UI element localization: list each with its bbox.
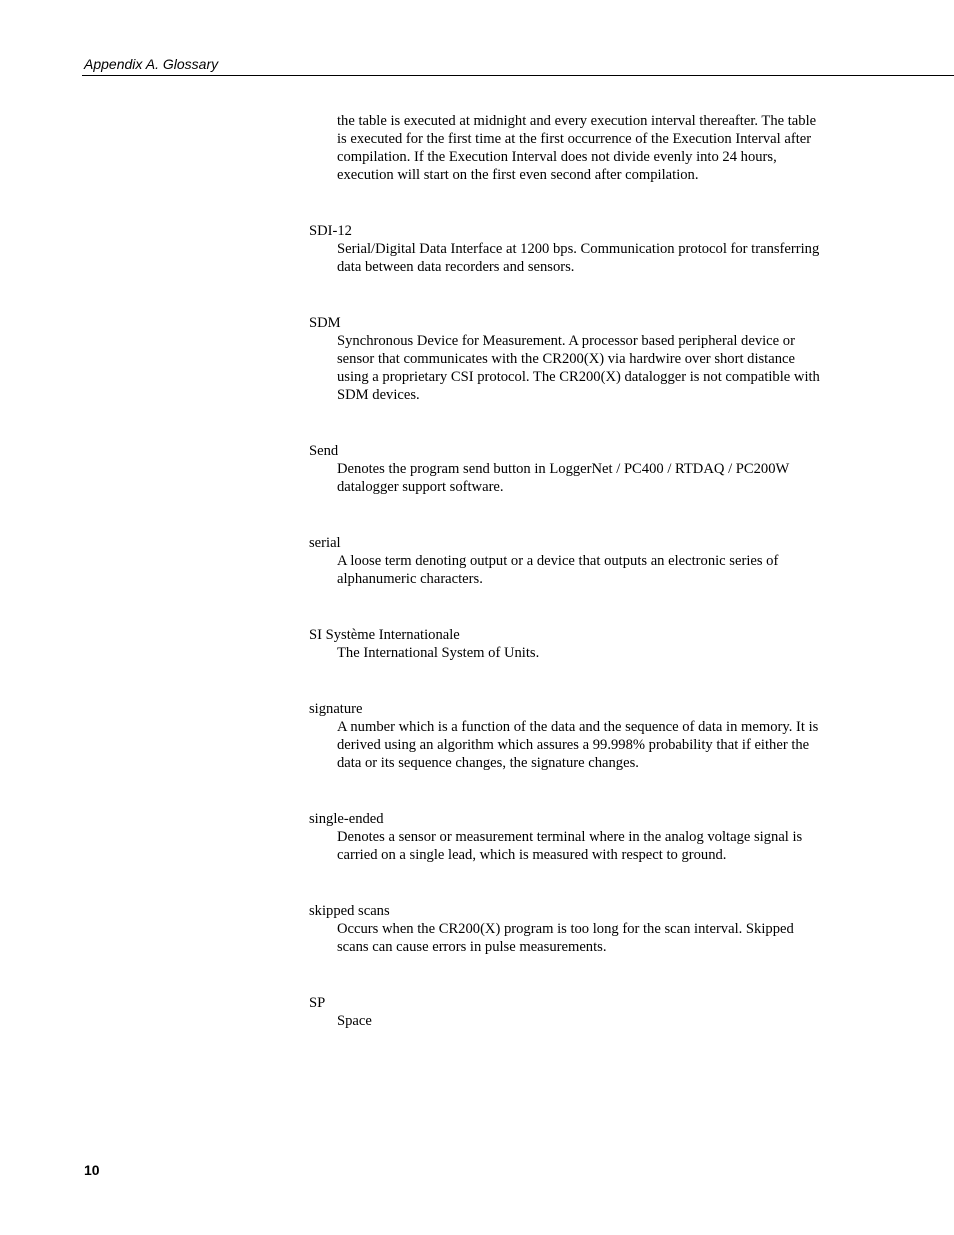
glossary-entry-sdi-12	[309, 222, 829, 276]
glossary-definition: A number which is a function of the data and the sequence of data in memory. It is derived using an algorithm which assures a 99.998% probability that if either the data or its sequence changes, the signature changes.	[337, 719, 819, 771]
glossary-definition: The International System of Units.	[337, 645, 540, 661]
glossary-entry-serial	[309, 534, 829, 588]
glossary-term: SP	[309, 995, 326, 1011]
glossary-term: SI Système Internationale	[309, 627, 460, 643]
continued-definition: the table is executed at midnight and every execution interval thereafter. The table is executed for the first time at the first occurrence of the Execution Interval after compilation. If the Execution Interval does not divide evenly into 24 hours, execution will start on the first even second after compilation.	[337, 113, 817, 183]
running-header-title: Appendix A. Glossary	[84, 56, 219, 72]
glossary-term: Send	[309, 443, 339, 459]
page-number: 10	[84, 1162, 100, 1178]
glossary-entry-single-ended	[309, 810, 829, 864]
glossary-entry-send	[309, 442, 829, 496]
glossary-entry-si	[309, 626, 829, 662]
glossary-definition: Synchronous Device for Measurement. A processor based peripheral device or sensor that communicates with the CR200(X) via hardwire over short distance using a proprietary CSI protocol. The CR200(X) datalogger is not compatible with SDM devices.	[337, 333, 820, 403]
glossary-definition: A loose term denoting output or a device that outputs an electronic series of alphanumeric characters.	[337, 553, 779, 587]
glossary-entry-skipped-scans	[309, 902, 829, 956]
glossary-definition: Serial/Digital Data Interface at 1200 bps. Communication protocol for transferring data between data recorders and sensors.	[337, 241, 820, 275]
glossary-term: serial	[309, 535, 341, 551]
glossary-term: SDM	[309, 315, 341, 331]
glossary-term: single-ended	[309, 811, 384, 827]
header-divider	[82, 75, 954, 76]
glossary-term: signature	[309, 701, 363, 717]
glossary-definition: Occurs when the CR200(X) program is too long for the scan interval. Skipped scans can cause errors in pulse measurements.	[337, 921, 794, 955]
glossary-term: SDI-12	[309, 223, 352, 239]
glossary-body	[309, 111, 829, 1030]
glossary-entry-sp	[309, 994, 829, 1030]
glossary-term: skipped scans	[309, 903, 390, 919]
glossary-definition: Denotes the program send button in LoggerNet / PC400 / RTDAQ / PC200W datalogger support software.	[337, 461, 790, 495]
glossary-entry-sdm	[309, 314, 829, 404]
glossary-definition: Space	[337, 1013, 372, 1029]
glossary-entry-signature	[309, 700, 829, 772]
glossary-definition: Denotes a sensor or measurement terminal where in the analog voltage signal is carried on a single lead, which is measured with respect to ground.	[337, 829, 803, 863]
